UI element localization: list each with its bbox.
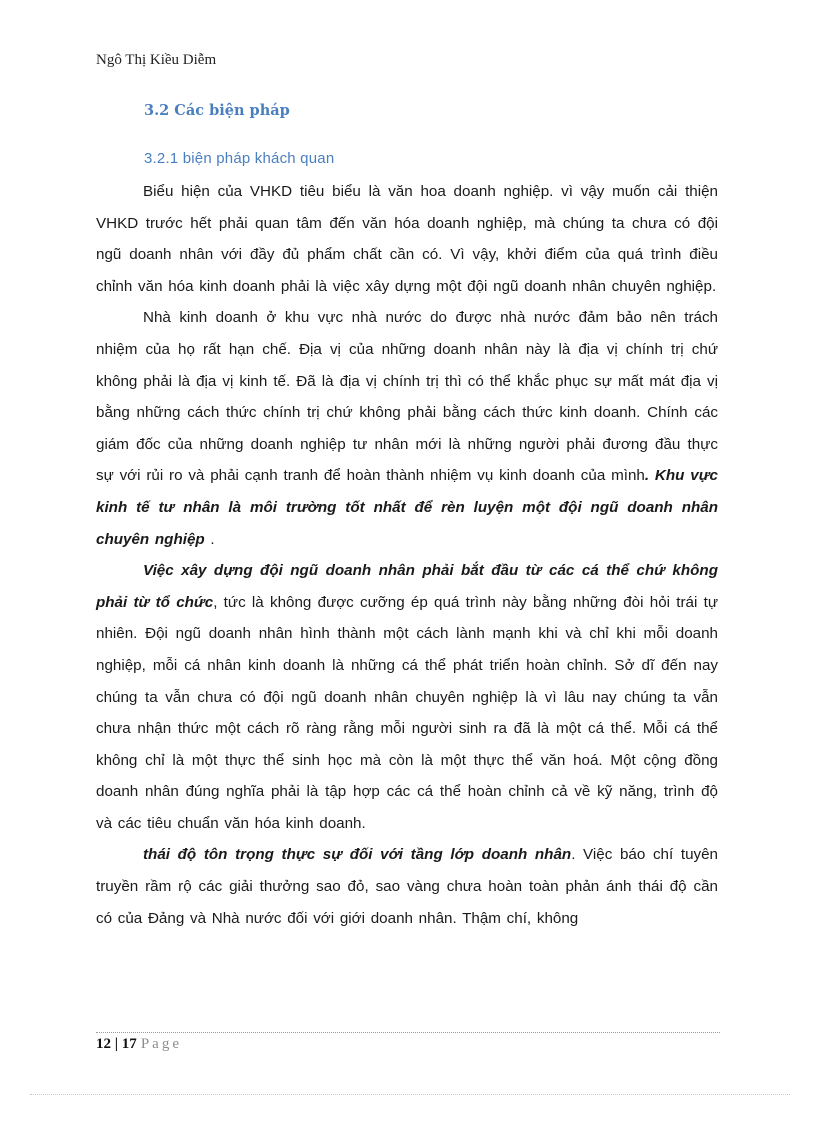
subsection-heading: 3.2.1 biện pháp khách quan xyxy=(144,150,335,167)
paragraph-4-emphasis: thái độ tôn trọng thực sự đối với tầng lớp doanh nhân xyxy=(143,846,572,864)
page-bottom-divider xyxy=(30,1094,790,1095)
paragraph-1-text: Biểu hiện của VHKD tiêu biểu là văn hoa doanh nghiệp. vì vậy muốn cải thiện VHKD trước hết phải quan tâm đến văn hóa doanh nghiệp, mà chúng ta chưa có đội ngũ doanh nhân với đầy đủ phẩm chất cần có. Vì vậy, khởi điểm của quá trình điều chỉnh văn hóa kinh doanh phải là việc xây dựng một đội ngũ doanh nhân chuyên nghiệp. xyxy=(96,183,718,295)
paragraph-2-emphasis: . Khu vực kinh tế tư nhân là môi trường tốt nhất để rèn luyện một đội ngũ doanh nhân chuyên nghiệp xyxy=(96,467,719,548)
footer-divider xyxy=(96,1032,720,1033)
page-label: Page xyxy=(140,1036,182,1052)
page-footer xyxy=(96,1036,182,1053)
document-body xyxy=(96,176,718,934)
paragraph-2 xyxy=(96,302,718,555)
page-number: 12 | 17 xyxy=(96,1036,137,1052)
paragraph-3-text: , tức là không được cưỡng ép quá trình này bằng những đòi hỏi trái tự nhiên. Đội ngũ doanh nhân hình thành một cách lành mạnh khi và chỉ khi mỗi doanh nghiệp, mỗi cá nhân kinh doanh là những cá thể phát triển hoàn chỉnh. Sở dĩ đến nay chúng ta vẫn chưa có đội ngũ doanh nhân chuyên nghiệp là vì lâu nay chúng ta vẫn chưa nhận thức một cách rõ ràng rằng mỗi người sinh ra đã là một cá thể. Mỗi cá thể không chỉ là một thực thể sinh học mà còn là một thực thể văn hoá. Một cộng đồng doanh nhân đúng nghĩa phải là tập hợp các cá thể hoàn chỉnh cả về kỹ năng, trình độ và các tiêu chuẩn văn hóa kinh doanh. xyxy=(96,593,718,832)
paragraph-4-text: . Việc báo chí tuyên truyền rầm rộ các giải thưởng sao đỏ, sao vàng chưa hoàn toàn phản ánh thái độ cần có của Đảng và Nhà nước đối với giới doanh nhân. Thậm chí, không xyxy=(96,846,719,927)
paragraph-1 xyxy=(96,176,718,302)
paragraph-2-end: . xyxy=(204,530,215,548)
paragraph-4 xyxy=(96,839,718,934)
paragraph-3-emphasis: Việc xây dựng đội ngũ doanh nhân phải bắt đầu từ các cá thể chứ không phải từ tổ chức xyxy=(96,562,718,611)
header-author: Ngô Thị Kiều Diễm xyxy=(96,52,217,68)
paragraph-2-text: Nhà kinh doanh ở khu vực nhà nước do được nhà nước đảm bảo nên trách nhiệm của họ rất hạn chế. Địa vị của những doanh nhân này là địa vị chính trị chứ không phải là địa vị kinh tế. Đã là địa vị chính trị thì có thể khắc phục sự mất mát địa vị bằng những cách thức chính trị chứ không phải bằng cách thức kinh doanh. Chính các giám đốc của những doanh nghiệp tư nhân mới là những người phải đương đầu thực sự với rủi ro và phải cạnh tranh để hoàn thành nhiệm vụ kinh doanh của mình xyxy=(96,309,718,485)
paragraph-3 xyxy=(96,555,718,839)
section-heading: 3.2 Các biện pháp xyxy=(144,102,290,119)
